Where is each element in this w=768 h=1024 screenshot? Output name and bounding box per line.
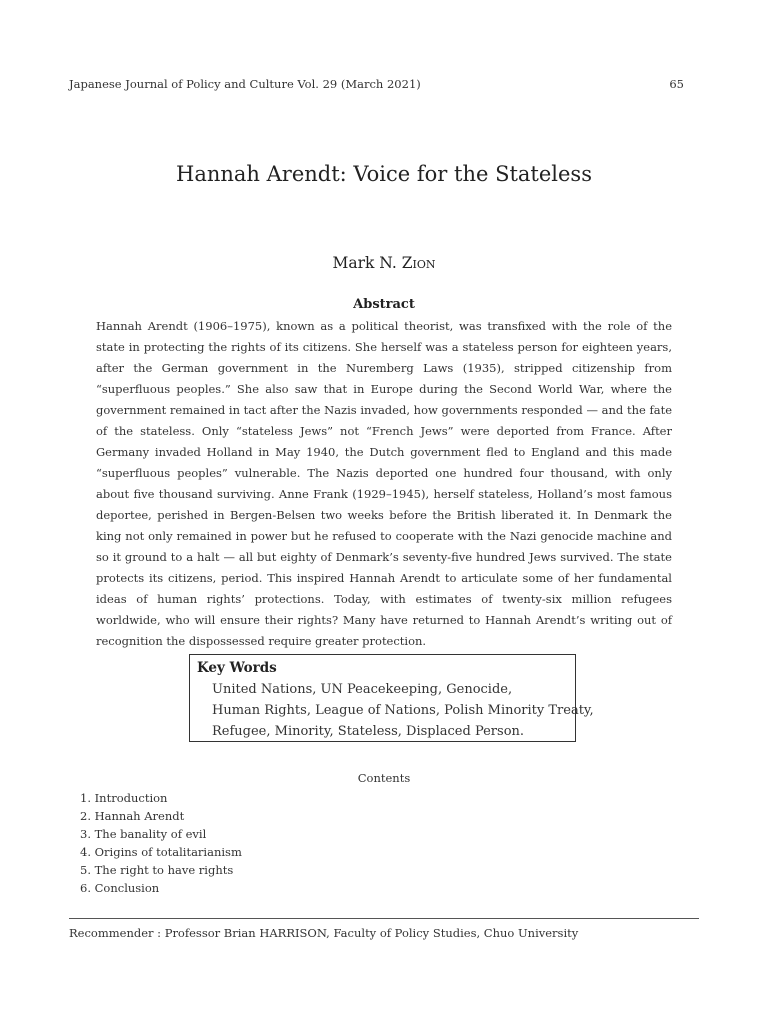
author-name-prefix: Mark N. Z — [332, 254, 413, 272]
abstract-text: Hannah Arendt (1906–1975), known as a political theorist, was transfixed with the role of the state in protecting the rights of its citizens. She herself was a stateless person for eighteen years, after the German government in the Nuremberg Laws (1935), stripped citizenship from “superfluous peoples.” She also saw that in Europe during the Second World War, where the government remained in tact after the Nazis invaded, how governments responded — and the fate of the stateless. Only “stateless Jews” not “French Jews” were deported from France. After Germany invaded Holland in May 1940, the Dutch government fled to England and this made “superfluous peoples” vulnerable. The Nazis deported one hundred four thousand, with only about five thousand surviving. Anne Frank (1929–1945), herself stateless, Holland’s most famous deportee, perished in Bergen-Belsen two weeks before the British liberated it. In Denmark the king not only remained in power but he refused to cooperate with the Nazi genocide machine and so it ground to a halt — all but eighty of Denmark’s seventy-five hundred Jews survived. The state protects its citizens, period. This inspired Hannah Arendt to articulate some of her fundamental ideas of human rights’ protections. Today, with estimates of twenty-six million refugees worldwide, who will ensure their rights? Many have returned to Hannah Arendt’s writing out of recognition the dispossessed require greater protection. — [96, 319, 672, 648]
footnote-divider — [69, 918, 699, 919]
contents-list — [80, 789, 242, 897]
article-title: Hannah Arendt: Voice for the Stateless — [176, 162, 592, 186]
contents-item: 6. Conclusion — [80, 881, 160, 895]
abstract-heading: Abstract — [353, 297, 415, 312]
contents-heading: Contents — [357, 771, 411, 785]
contents-item: 2. Hannah Arendt — [80, 809, 185, 823]
keywords-heading: Key Words — [197, 660, 277, 676]
contents-item: 4. Origins of totalitarianism — [80, 845, 242, 859]
page-number: 65 — [669, 77, 684, 91]
contents-item: 5. The right to have rights — [80, 863, 234, 877]
keywords-line: Human Rights, League of Nations, Polish Minority Treaty, — [212, 703, 594, 718]
contents-item: 3. The banality of evil — [80, 827, 207, 841]
keywords-line: United Nations, UN Peacekeeping, Genocide, — [212, 682, 513, 697]
contents-item: 1. Introduction — [80, 791, 168, 805]
author-name-smallcaps: ion — [412, 254, 436, 272]
keywords-box — [189, 654, 594, 742]
keywords-line: Refugee, Minority, Stateless, Displaced Person. — [212, 724, 525, 739]
recommender-note: Recommender : Professor Brian HARRISON, Faculty of Policy Studies, Chuo University — [69, 926, 579, 940]
author-name — [0, 254, 768, 272]
journal-citation: Japanese Journal of Policy and Culture Vol. 29 (March 2021) — [69, 77, 421, 91]
